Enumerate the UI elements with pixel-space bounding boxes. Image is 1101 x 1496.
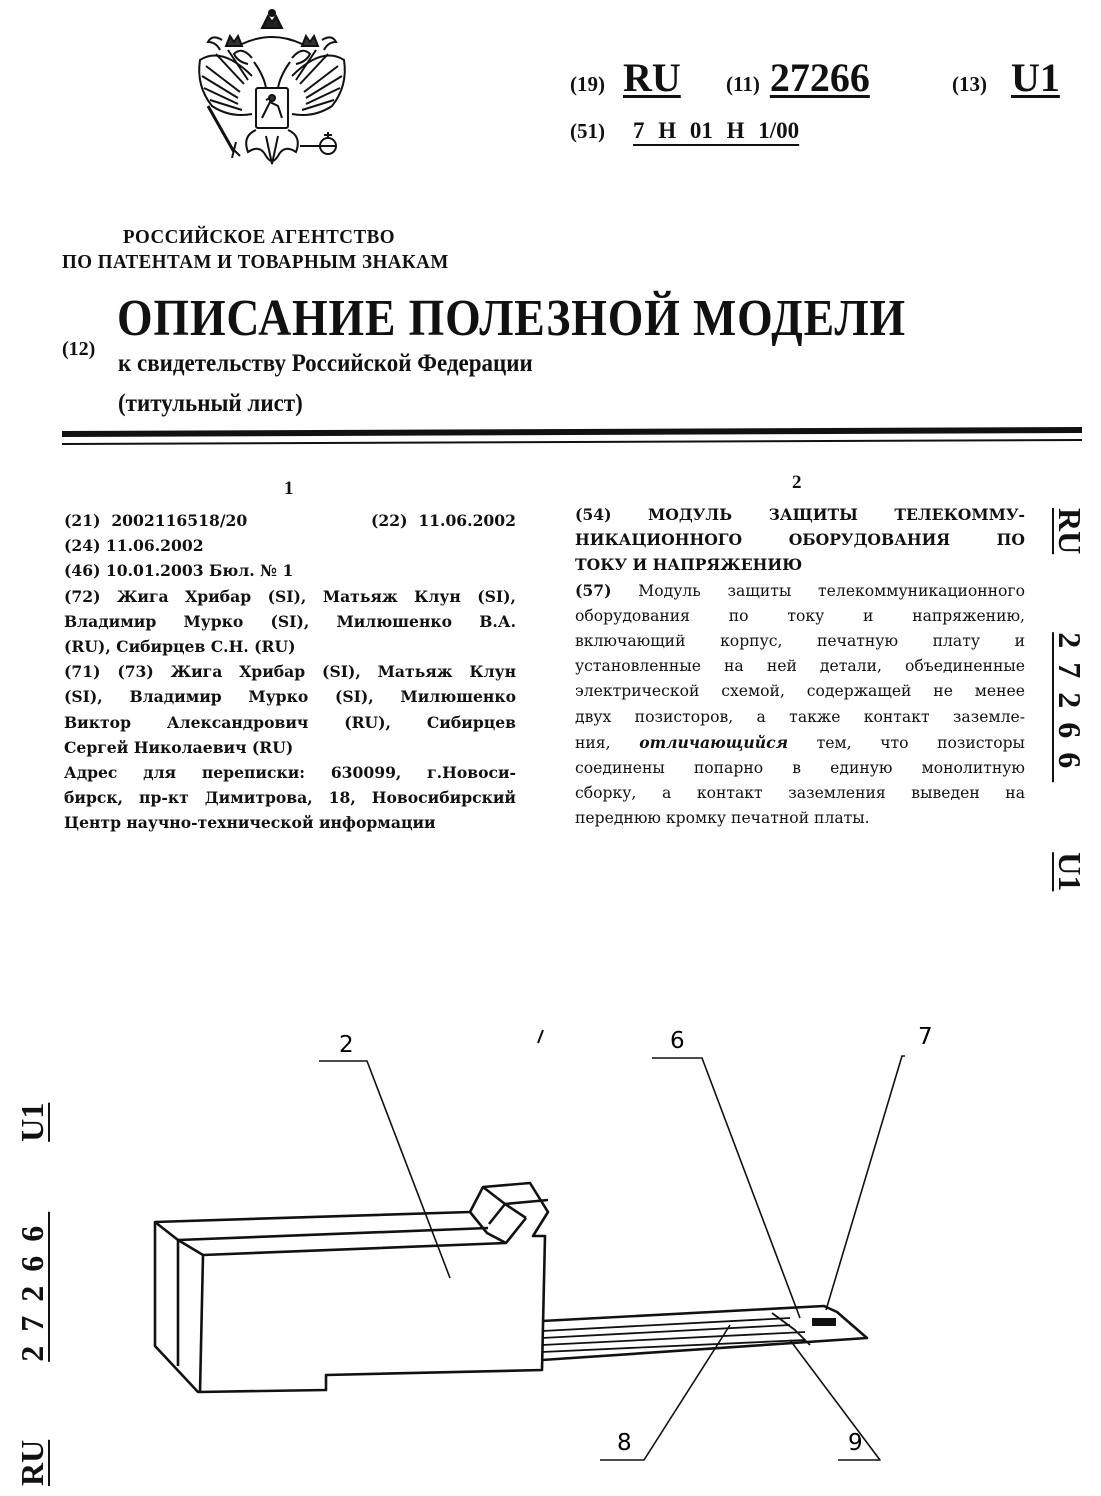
scan-mark [538,1030,543,1043]
biblio-line: Центр научно-технической информации [64,813,436,833]
abstract-line: переднюю кромку печатной платы. [575,809,870,828]
abstract-block [575,502,1025,832]
abstract-line: оборудования по току и напряжению, [575,606,1025,625]
abstract-line: соединены попарно в единую монолитную [575,759,1025,778]
biblio-line: Сергей Николаевич (RU) [64,737,294,757]
biblio-line: (72) Жига Хрибар (SI), Матьяж Клун (SI), [64,586,516,606]
application-row [64,508,516,533]
distinguishing-keyword: отличающийся [639,732,789,752]
kind-code: U1 [1011,55,1060,100]
side-kind-code: U1 [14,1102,50,1142]
ipc-label: (51) [570,119,605,143]
side-country-code: RU [14,1439,50,1486]
header-rule-thick [62,427,1082,437]
document-subtitle-sheet: (титульный лист) [118,390,303,417]
abstract-code: (57) [575,580,612,600]
invention-title-line: НИКАЦИОННОГО ОБОРУДОВАНИЯ ПО [575,530,1025,550]
abstract-text: тем, что позисторы [816,733,1025,752]
abstract-line [575,578,1025,604]
country-code: RU [623,55,681,100]
side-patent-number: 27266 [14,1211,50,1362]
abstract-text: ния, [575,733,611,752]
leader-6 [652,1058,800,1318]
housing-front-edge [155,1222,178,1366]
biblio-line: Виктор Александрович (RU), Сибирцев [64,712,516,732]
filing-label: (22) [371,511,408,530]
side-country-code: RU [1052,508,1088,555]
housing-top-inner [178,1228,488,1240]
side-code-right [1051,508,1088,891]
filing-date: 11.06.2002 [418,511,516,530]
biblio-line: (46) 10.01.2003 Бюл. № 1 [64,561,294,581]
invention-title-line: (54) МОДУЛЬ ЗАЩИТЫ ТЕЛЕКОММУ- [575,505,1025,524]
abstract-line: двух позисторов, а также контакт заземле- [575,707,1025,726]
biblio-line: Адрес для переписки: 630099, г.Новоси- [64,763,516,783]
reference-label-6: 6 [670,1028,685,1054]
column-number-1: 1 [284,478,294,499]
ipc-row [570,118,799,144]
biblio-line: Владимир Мурко (SI), Милюшенко В.А. [64,611,516,631]
side-kind-code: U1 [1052,852,1088,892]
reference-label-8: 8 [617,1430,632,1456]
ipc-classification: 7 H 01 H 1/00 [633,118,800,143]
pcb-board [542,1306,867,1360]
leader-7 [826,1056,905,1310]
side-code-left [14,1103,51,1486]
patent-number-row [726,54,870,101]
abstract-line: включающий корпус, печатную плату и [575,632,1025,651]
biblio-line: (24) 11.06.2002 [64,536,204,556]
abstract-line: сборку, а контакт заземления выведен на [575,784,1025,803]
document-type-code: (12) [62,338,96,360]
header-rule-thin [62,439,1082,445]
housing-face-edge [178,1240,203,1392]
side-patent-number: 27266 [1052,632,1088,783]
application-number: 2002116518/20 [111,511,248,530]
biblio-line: (SI), Владимир Мурко (SI), Милюшенко [64,687,516,707]
russian-coat-of-arms-icon [182,6,362,174]
abstract-line [575,730,1025,756]
agency-line-1: РОССИЙСКОЕ АГЕНТСТВО [123,226,396,248]
biblio-line: бирск, пр-кт Димитрова, 18, Новосибирский [64,788,516,808]
leader-9 [790,1340,880,1460]
kind-code-row [952,54,1060,101]
number-label: (11) [726,72,760,96]
device-drawing [140,1010,960,1480]
column-number-2: 2 [792,472,802,493]
biblio-line: (71) (73) Жига Хрибар (SI), Матьяж Клун [64,662,516,682]
biblio-line: (RU), Сибирцев С.Н. (RU) [64,637,296,657]
ground-contact [812,1318,836,1326]
document-subtitle: к свидетельству Российской Федерации [118,350,533,377]
application-label: (21) [64,511,101,530]
patent-number: 27266 [769,55,870,100]
invention-title-line: ТОКУ И НАПРЯЖЕНИЮ [575,555,803,575]
reference-label-2: 2 [339,1032,354,1058]
kind-label: (13) [952,72,987,96]
reference-label-9: 9 [848,1430,863,1456]
housing-outline [155,1183,548,1392]
bibliographic-data [64,508,516,836]
country-label: (19) [570,72,605,96]
country-code-row [570,54,681,101]
reference-label-7: 7 [918,1024,933,1050]
abstract-line: электрической схемой, содержащей не менее [575,682,1025,701]
document-title: ОПИСАНИЕ ПОЛЕЗНОЙ МОДЕЛИ [117,290,906,347]
abstract-line: установленные на ней детали, объединенные [575,657,1025,676]
abstract-text: Модуль защиты телекоммуникационного [638,581,1025,600]
agency-line-2: ПО ПАТЕНТАМ И ТОВАРНЫМ ЗНАКАМ [62,251,449,273]
